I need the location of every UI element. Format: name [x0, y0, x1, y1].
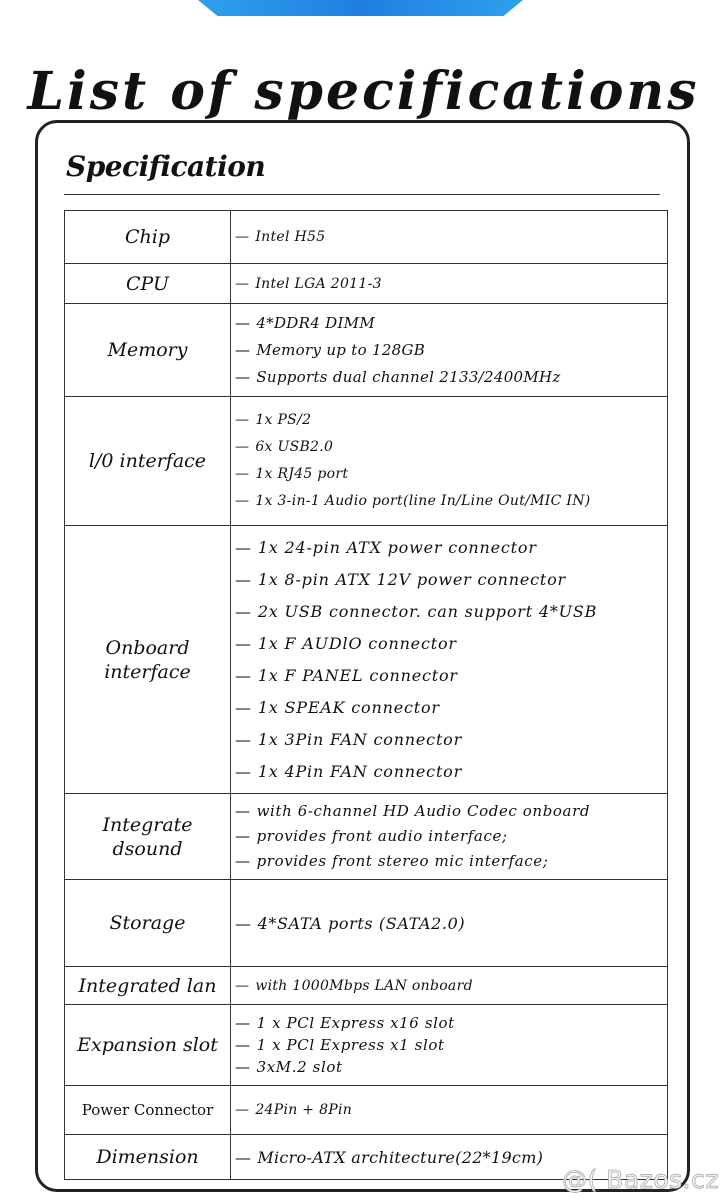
spec-item: — 6x USB2.0 — [235, 439, 334, 455]
spec-label: Memory — [65, 304, 231, 397]
section-title: Specification — [66, 150, 266, 183]
spec-values — [231, 880, 668, 967]
spec-item: — Supports dual channel 2133/2400MHz — [235, 367, 561, 386]
spec-label: Onboard interface — [65, 526, 231, 794]
spec-row-io-interface — [65, 397, 668, 526]
page-title: List of specifications — [27, 60, 700, 122]
spec-item: — provides front stereo mic interface; — [235, 852, 549, 870]
watermark: @( Bazos.cz — [562, 1165, 719, 1194]
spec-item: — 1x 4Pin FAN connector — [235, 761, 463, 781]
spec-item: — 1x 8-pin ATX 12V power connector — [235, 569, 566, 589]
spec-item: — Intel H55 — [235, 229, 326, 245]
spec-label: Integrate dsound — [65, 794, 231, 880]
spec-item: — 1x SPEAK connector — [235, 697, 440, 717]
spec-row-expansion-slot — [65, 1005, 668, 1086]
spec-row-cpu — [65, 264, 668, 304]
spec-row-memory — [65, 304, 668, 397]
spec-item: — Micro-ATX architecture(22*19cm) — [235, 1147, 544, 1167]
spec-label: Dimension — [65, 1135, 231, 1180]
spec-row-integrated-sound — [65, 794, 668, 880]
spec-item: — 4*DDR4 DIMM — [235, 313, 375, 332]
spec-item: — 1x F PANEL connector — [235, 665, 458, 685]
spec-values — [231, 794, 668, 880]
spec-values — [231, 1005, 668, 1086]
spec-label: CPU — [65, 264, 231, 304]
spec-label: Expansion slot — [65, 1005, 231, 1086]
spec-row-power-connector — [65, 1086, 668, 1135]
spec-item: — 1x 24-pin ATX power connector — [235, 537, 537, 557]
spec-item: — provides front audio interface; — [235, 827, 508, 845]
spec-values — [231, 967, 668, 1005]
spec-table — [64, 210, 668, 1180]
spec-row-chip — [65, 211, 668, 264]
spec-item: — 1x 3-in-1 Audio port(line In/Line Out/MIC IN) — [235, 493, 591, 509]
spec-item: — 1x F AUDlO connector — [235, 633, 457, 653]
spec-label: Chip — [65, 211, 231, 264]
spec-item: — 3xM.2 slot — [235, 1058, 343, 1076]
spec-item: — 24Pin + 8Pin — [235, 1102, 353, 1118]
spec-item: — 1x RJ45 port — [235, 466, 349, 482]
spec-values — [231, 1086, 668, 1135]
spec-values — [231, 264, 668, 304]
spec-item: — Intel LGA 2011-3 — [235, 275, 382, 292]
spec-values — [231, 526, 668, 794]
spec-label: Storage — [65, 880, 231, 967]
spec-item: — 1 x PCl Express x16 slot — [235, 1014, 455, 1032]
spec-item: — 1x PS/2 — [235, 412, 312, 428]
spec-item: — with 1000Mbps LAN onboard — [235, 977, 473, 994]
spec-row-integrated-lan — [65, 967, 668, 1005]
spec-values — [231, 211, 668, 264]
spec-item: — with 6-channel HD Audio Codec onboard — [235, 802, 591, 820]
spec-item: — 4*SATA ports (SATA2.0) — [235, 913, 466, 933]
spec-label: l/0 interface — [65, 397, 231, 526]
spec-label: Integrated lan — [65, 967, 231, 1005]
spec-item: — Memory up to 128GB — [235, 340, 426, 359]
spec-item: — 2x USB connector. can support 4*USB — [235, 601, 598, 621]
spec-item: — 1x 3Pin FAN connector — [235, 729, 463, 749]
spec-values — [231, 397, 668, 526]
decorative-top-banner — [198, 0, 523, 16]
spec-row-storage — [65, 880, 668, 967]
spec-row-onboard-interface — [65, 526, 668, 794]
section-divider — [64, 194, 660, 195]
spec-item: — 1 x PCl Express x1 slot — [235, 1036, 445, 1054]
spec-values — [231, 304, 668, 397]
spec-label: Power Connector — [65, 1086, 231, 1135]
